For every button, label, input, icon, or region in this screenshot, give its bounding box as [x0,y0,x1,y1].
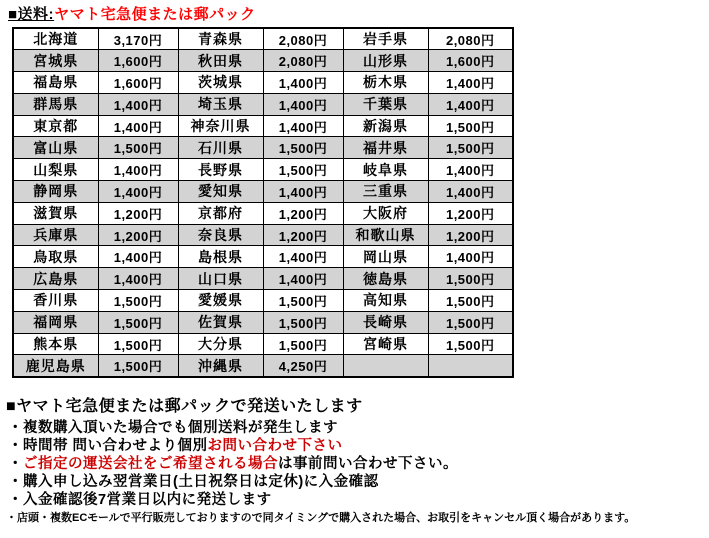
fee-cell: 1,200円 [263,202,343,224]
title-shipping-method: ヤマト宅急便または郵パック [54,6,256,23]
prefecture-cell: 富山県 [13,137,98,159]
note-text: は事前問い合わせ下さい。 [278,455,458,472]
table-row [13,246,513,268]
fee-cell: 1,200円 [263,224,343,246]
fee-cell: 1,500円 [263,290,343,312]
prefecture-cell: 岡山県 [343,246,428,268]
fee-cell: 1,400円 [263,268,343,290]
fee-cell: 1,500円 [428,115,513,137]
note-text: ・入金確認後7営業日以内に発送します [8,491,272,508]
prefecture-cell: 三重県 [343,181,428,203]
prefecture-cell: 愛知県 [178,181,263,203]
fee-cell: 1,200円 [428,224,513,246]
table-row [13,311,513,333]
note-line [6,419,709,437]
note-line [6,437,709,455]
note-text: ・店頭・複数ECモールで平行販売しておりますので同タイミングで購入された場合、お取引をキャンセル頂く場合があります。 [6,511,636,524]
prefecture-cell: 埼玉県 [178,93,263,115]
table-row [13,115,513,137]
note-text: ・複数購入頂いた場合でも個別送料が発生します [8,419,338,436]
fee-cell: 1,400円 [263,181,343,203]
table-row [13,355,513,377]
table-row [13,268,513,290]
prefecture-cell: 宮崎県 [343,333,428,355]
fee-cell: 1,500円 [428,311,513,333]
note-text-red: ご指定の運送会社をご希望される場合 [23,455,278,472]
fee-cell: 1,500円 [263,333,343,355]
table-row [13,159,513,181]
prefecture-cell: 徳島県 [343,268,428,290]
prefecture-cell: 大阪府 [343,202,428,224]
fee-cell: 2,080円 [263,28,343,50]
prefecture-cell: 静岡県 [13,181,98,203]
prefecture-cell [343,355,428,377]
fee-cell: 1,200円 [98,202,178,224]
prefecture-cell: 愛媛県 [178,290,263,312]
fee-cell: 1,400円 [263,246,343,268]
prefecture-cell: 滋賀県 [13,202,98,224]
prefecture-cell: 広島県 [13,268,98,290]
prefecture-cell: 茨城県 [178,72,263,94]
fee-cell: 1,400円 [98,93,178,115]
fee-cell: 1,600円 [98,72,178,94]
prefecture-cell: 島根県 [178,246,263,268]
prefecture-cell: 山口県 [178,268,263,290]
note-line [6,455,709,473]
prefecture-cell: 京都府 [178,202,263,224]
prefecture-cell: 新潟県 [343,115,428,137]
fee-cell: 1,500円 [263,311,343,333]
prefecture-cell: 山形県 [343,50,428,72]
fee-cell: 1,400円 [263,93,343,115]
fee-cell: 1,200円 [98,224,178,246]
note-text: ・購入申し込み翌営業日(土日祝祭日は定休)に入金確認 [8,473,379,490]
fee-cell: 3,170円 [98,28,178,50]
prefecture-cell: 石川県 [178,137,263,159]
fee-cell: 1,400円 [263,72,343,94]
prefecture-cell: 香川県 [13,290,98,312]
note-line [6,491,709,509]
fee-cell: 4,250円 [263,355,343,377]
table-row [13,202,513,224]
fee-cell: 1,600円 [98,50,178,72]
fee-cell: 1,500円 [98,311,178,333]
prefecture-cell: 群馬県 [13,93,98,115]
prefecture-cell: 北海道 [13,28,98,50]
fee-cell [428,355,513,377]
table-row [13,72,513,94]
fee-cell: 2,080円 [428,28,513,50]
table-row [13,290,513,312]
fee-cell: 1,500円 [428,333,513,355]
prefecture-cell: 栃木県 [343,72,428,94]
prefecture-cell: 山梨県 [13,159,98,181]
note-line [6,473,709,491]
prefecture-cell: 福島県 [13,72,98,94]
prefecture-cell: 青森県 [178,28,263,50]
fee-cell: 1,500円 [98,333,178,355]
prefecture-cell: 兵庫県 [13,224,98,246]
fee-cell: 1,400円 [98,268,178,290]
fee-cell: 1,400円 [98,246,178,268]
table-row [13,50,513,72]
note-text: ・ [8,455,23,472]
title-label: ■送料: [8,6,55,23]
fee-cell: 1,500円 [98,137,178,159]
fee-cell: 1,500円 [428,137,513,159]
table-row [13,137,513,159]
table-row [13,93,513,115]
prefecture-cell: 奈良県 [178,224,263,246]
prefecture-cell: 秋田県 [178,50,263,72]
prefecture-cell: 神奈川県 [178,115,263,137]
prefecture-cell: 大分県 [178,333,263,355]
prefecture-cell: 岐阜県 [343,159,428,181]
fee-cell: 1,400円 [428,159,513,181]
fee-cell: 1,600円 [428,50,513,72]
notes-section [6,393,709,526]
fee-cell: 1,400円 [428,181,513,203]
prefecture-cell: 和歌山県 [343,224,428,246]
fee-cell: 1,400円 [98,159,178,181]
note-text: ・時間帯 問い合わせより個別 [8,437,208,454]
prefecture-cell: 福岡県 [13,311,98,333]
shipping-fee-table-body [13,28,513,377]
fee-cell: 1,400円 [98,181,178,203]
fee-cell: 2,080円 [263,50,343,72]
prefecture-cell: 佐賀県 [178,311,263,333]
table-row [13,28,513,50]
fee-cell: 1,400円 [428,93,513,115]
shipping-fee-table [12,27,514,378]
note-text-red: お問い合わせ下さい [207,437,343,454]
fee-cell: 1,400円 [98,115,178,137]
prefecture-cell: 鳥取県 [13,246,98,268]
prefecture-cell: 長崎県 [343,311,428,333]
prefecture-cell: 長野県 [178,159,263,181]
prefecture-cell: 福井県 [343,137,428,159]
fee-cell: 1,500円 [263,137,343,159]
table-row [13,181,513,203]
fee-cell: 1,200円 [428,202,513,224]
fee-cell: 1,400円 [428,246,513,268]
prefecture-cell: 熊本県 [13,333,98,355]
prefecture-cell: 東京都 [13,115,98,137]
page-title [0,0,709,27]
fee-cell: 1,500円 [263,159,343,181]
table-row [13,224,513,246]
prefecture-cell: 沖縄県 [178,355,263,377]
prefecture-cell: 宮城県 [13,50,98,72]
fee-cell: 1,400円 [263,115,343,137]
notes-list [6,419,709,526]
prefecture-cell: 鹿児島県 [13,355,98,377]
fee-cell: 1,500円 [428,268,513,290]
prefecture-cell: 岩手県 [343,28,428,50]
prefecture-cell: 高知県 [343,290,428,312]
fee-cell: 1,500円 [428,290,513,312]
notes-heading: ■ヤマト宅急便または郵パックで発送いたします [6,397,363,415]
note-line [6,511,709,526]
fee-cell: 1,500円 [98,355,178,377]
prefecture-cell: 千葉県 [343,93,428,115]
fee-cell: 1,500円 [98,290,178,312]
fee-cell: 1,400円 [428,72,513,94]
table-row [13,333,513,355]
